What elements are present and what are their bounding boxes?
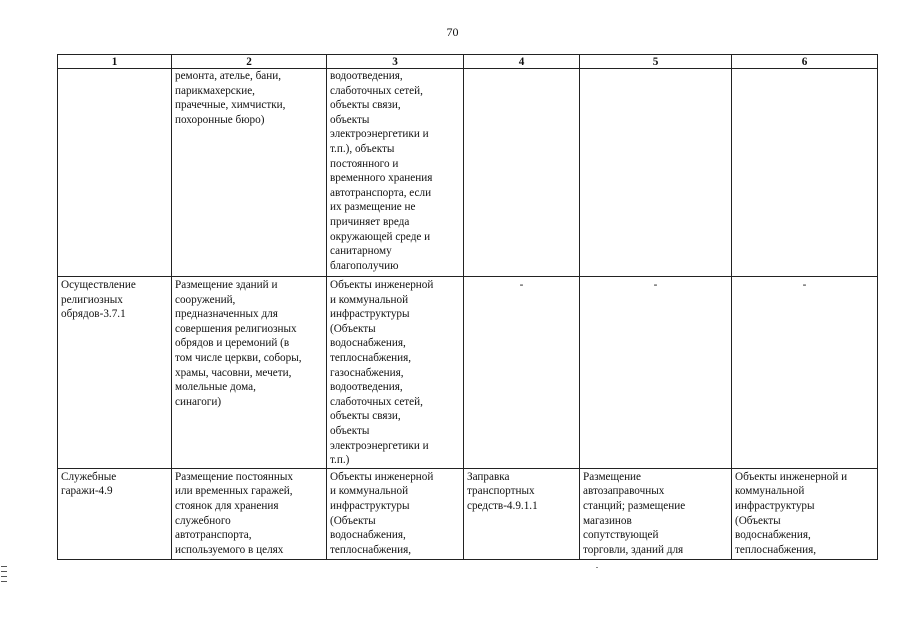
table-cell — [58, 69, 172, 277]
table-cell — [327, 468, 464, 559]
cell-text: Заправка транспортных средств-4.9.1.1 — [467, 470, 538, 512]
column-header: 1 — [58, 55, 172, 69]
table-cell — [327, 277, 464, 469]
cell-text: Объекты инженерной и коммунальной инфраструктуры (Объекты водоснабжения, теплоснабжения, — [330, 470, 434, 556]
cell-text: Объекты инженерной и коммунальной инфраструктуры (Объекты водоснабжения, теплоснабжения, газоснабжения, водоотведения, слаботочных сетей, объекты связи, объекты электроэнергетики и т.п.) — [330, 279, 434, 467]
column-header: 3 — [327, 55, 464, 69]
cell-text: Размещение постоянных или временных гаражей, стоянок для хранения служебного автотранспорта, используемого в целях — [175, 470, 293, 556]
table-cell — [172, 69, 327, 277]
table-cell — [58, 468, 172, 559]
table-cell — [580, 277, 732, 469]
cell-text: - — [653, 279, 658, 291]
column-header: 2 — [172, 55, 327, 69]
table-cell — [732, 277, 878, 469]
page-number: 70 — [446, 25, 459, 39]
table-cell — [580, 468, 732, 559]
table-header-row — [58, 55, 878, 69]
table-cell — [172, 468, 327, 559]
cell-text: Размещение автозаправочных станций; размещение магазинов сопутствующей торговли, зданий для — [583, 470, 686, 556]
table-cell — [172, 277, 327, 469]
table-row — [58, 277, 878, 469]
cell-text: водоотведения, слаботочных сетей, объекты связи, объекты электроэнергетики и т.п.), объекты постоянного и временного хранения автотранспорта, если их размещение не причиняет вреда окружающей среде и санитарному благополучию — [330, 70, 433, 272]
table-row — [58, 69, 878, 277]
table-cell — [58, 277, 172, 469]
cell-text: ремонта, ателье, бани, парикмахерские, прачечные, химчистки, похоронные бюро) — [175, 70, 286, 126]
cell-text: Служебные гаражи-4.9 — [61, 470, 117, 498]
cell-text: - — [802, 279, 807, 291]
table-cell — [327, 69, 464, 277]
column-header: 5 — [580, 55, 732, 69]
table-cell — [732, 468, 878, 559]
cell-text: Осуществление религиозных обрядов-3.7.1 — [61, 279, 136, 321]
column-header: 6 — [732, 55, 878, 69]
scan-artifact — [596, 567, 598, 568]
zoning-table — [57, 54, 878, 560]
table-cell — [464, 69, 580, 277]
cell-text: - — [519, 279, 524, 291]
scan-margin-mark — [1, 566, 7, 582]
cell-text: Объекты инженерной и коммунальной инфраструктуры (Объекты водоснабжения, теплоснабжения, — [735, 470, 848, 556]
column-header: 4 — [464, 55, 580, 69]
cell-text: Размещение зданий и сооружений, предназначенных для совершения религиозных обрядов и церемоний (в том числе церкви, соборы, храмы, часовни, мечети, молельные дома, синагоги) — [175, 279, 302, 408]
table-cell — [464, 277, 580, 469]
table-row — [58, 468, 878, 559]
table-cell — [580, 69, 732, 277]
table-cell — [732, 69, 878, 277]
table-cell — [464, 468, 580, 559]
